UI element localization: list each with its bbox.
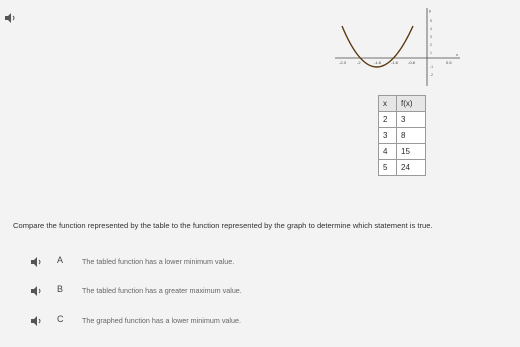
x-tick-label: -0.8 [408,60,415,65]
function-table [378,95,426,176]
y-tick-label: -2 [430,73,434,77]
table-row [379,144,426,160]
table-row [379,160,426,176]
option-text: The tabled function has a lower minimum value. [82,257,235,266]
y-tick-label: 1 [430,51,432,55]
table-header-row [379,96,426,112]
table-header: x [379,96,397,112]
option-text: The graphed function has a lower minimum value. [82,316,242,325]
y-tick-label: 5 [430,19,432,23]
speaker-icon[interactable] [30,316,44,326]
x-tick-label: -2.3 [339,60,346,65]
y-tick-label: -1 [430,65,434,69]
option-letter: A [57,255,64,265]
table-cell: 2 [379,112,397,128]
question-text: Compare the function represented by the table to the function represented by the graph to determine which statement is true. [13,221,433,230]
option-letter: C [57,314,64,324]
speaker-icon[interactable] [4,13,18,23]
x-tick-label: -2 [357,60,361,65]
speaker-icon[interactable] [30,257,44,267]
y-tick-label: 4 [430,27,432,31]
option-letter: B [57,284,64,294]
answer-option-b[interactable] [30,283,500,299]
table-cell: 5 [379,160,397,176]
table-row [379,112,426,128]
table-cell: 24 [397,160,426,176]
table-header: f(x) [397,96,426,112]
x-tick-label: -1.8 [374,60,381,65]
y-tick-label: 2 [430,43,432,47]
y-axis-label: y [429,8,431,13]
x-tick-label: -1.6 [391,60,398,65]
table-cell: 4 [379,144,397,160]
x-tick-label: 0.5 [446,60,452,65]
parabola-graph [330,2,465,87]
option-text: The tabled function has a greater maximum value. [82,286,242,295]
table-cell: 8 [397,128,426,144]
answer-option-c[interactable] [30,313,500,329]
table-cell: 15 [397,144,426,160]
table-cell: 3 [379,128,397,144]
table-cell: 3 [397,112,426,128]
x-axis-label: x [456,52,458,57]
answer-option-a[interactable] [30,254,500,270]
y-tick-label: 3 [430,35,432,39]
speaker-icon[interactable] [30,286,44,296]
table-row [379,128,426,144]
